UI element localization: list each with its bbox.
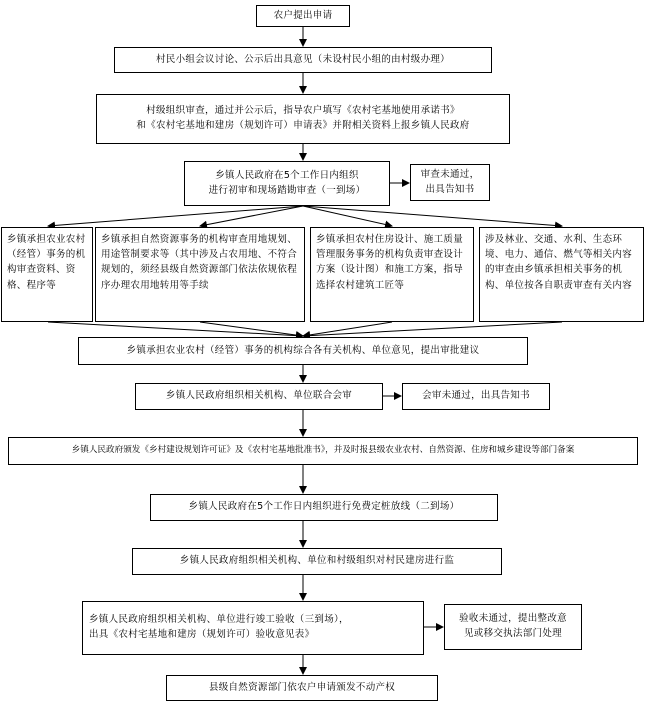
- branch-text: 乡镇承担农业农村（经管）事务的机构审查资料、资格、程序等: [7, 234, 86, 291]
- step-text-line1: 村级组织审查，通过并公示后，指导农户填写《农村宅基地使用承诺书》: [146, 105, 460, 117]
- step-township-initial-review: [184, 161, 390, 206]
- step-village-organization-review: [96, 94, 510, 144]
- arrow-s4-branch3: [303, 206, 392, 226]
- branch-housing-design-review: [310, 227, 474, 322]
- step-village-group-review: [114, 47, 492, 73]
- arrow-s4-branch2: [200, 206, 303, 226]
- arrow-s4-branch4: [303, 206, 562, 226]
- step-text: 村民小组会议讨论、公示后出具意见（未设村民小组的由村级办理）: [155, 53, 450, 65]
- arrow-branch2-s5: [200, 322, 303, 336]
- step-issue-permit: [8, 437, 638, 465]
- step-text-line2: 出具告知书: [425, 183, 475, 195]
- arrow-branch3-s5: [303, 322, 392, 336]
- branch-text: 涉及林业、交通、水利、生态环境、电力、通信、燃气等相关内容的审查由乡镇承担相关事务的机构、单位按各自职责审查有关内容: [485, 234, 633, 291]
- step-text: 乡镇承担农业农村（经管）事务的机构综合各有关机构、单位意见，提出审批建议: [126, 344, 480, 356]
- step-text: 乡镇人民政府颁发《乡村建设规划许可证》及《农村宅基地批准书》，并及时报县级农业农村、自然资源、住房和城乡建设等部门备案: [71, 445, 575, 456]
- branch-text: 乡镇承担农村住房设计、施工质量管理服务事务的机构负责审查设计方案（设计图）和施工方案，指导选择农村建筑工匠等: [316, 234, 464, 291]
- step-text-line2: 出具《农村宅基地和建房（规划许可）验收意见表》: [89, 629, 315, 640]
- step-text: 乡镇人民政府组织相关机构、单位联合会审: [165, 390, 353, 402]
- step-text: 农户提出申请: [273, 9, 333, 21]
- step-initial-review-rejected: [410, 164, 490, 201]
- step-completion-acceptance: [82, 601, 424, 655]
- branch-agriculture-review: [1, 227, 93, 322]
- step-text-line2: 和《农村宅基地和建房（规划许可）申请表》并附相关资料上报乡镇人民政府: [136, 120, 470, 131]
- step-text-line2: 进行初审和现场踏勘审查（一到场）: [208, 184, 366, 196]
- branch-text: 乡镇承担自然资源事务的机构审查用地规划、用途管制要求等（其中涉及占农用地、不符合规划的，须经县级自然资源部门依法依规依程序办理农用地转用等手续: [101, 234, 298, 291]
- step-farmer-application: [256, 5, 350, 27]
- arrow-branch4-s5: [303, 322, 562, 336]
- step-text-line1: 乡镇人民政府在5个工作日内组织: [215, 169, 359, 181]
- step-construction-supervision: [132, 548, 502, 575]
- step-text-line1: 审查未通过，: [420, 168, 480, 180]
- branch-natural-resources-review: [95, 227, 305, 322]
- step-text: 乡镇人民政府在5个工作日内组织进行免费定桩放线（二到场）: [188, 501, 460, 513]
- step-property-certificate: [166, 675, 438, 701]
- arrow-s4-branch1: [48, 206, 303, 226]
- step-text-line1: 乡镇人民政府组织相关机构、单位进行竣工验收（三到场），: [89, 614, 349, 626]
- step-text: 会审未通过，出具告知书: [422, 390, 530, 402]
- step-staking-out: [150, 494, 498, 521]
- step-joint-review: [135, 383, 383, 410]
- step-approval-recommendation: [78, 337, 528, 365]
- step-joint-review-rejected: [402, 383, 550, 410]
- step-text: 乡镇人民政府组织相关机构、单位和村级组织对村民建房进行监: [179, 555, 455, 567]
- step-text-line1: 验收未通过，提出整改意: [459, 613, 567, 625]
- step-acceptance-rejected: [444, 604, 582, 650]
- branch-other-departments-review: [479, 227, 644, 322]
- arrow-branch1-s5: [48, 322, 303, 336]
- step-text: 县级自然资源部门依农户申请颁发不动产权: [208, 681, 396, 693]
- step-text-line2: 见或移交执法部门处理: [463, 628, 562, 639]
